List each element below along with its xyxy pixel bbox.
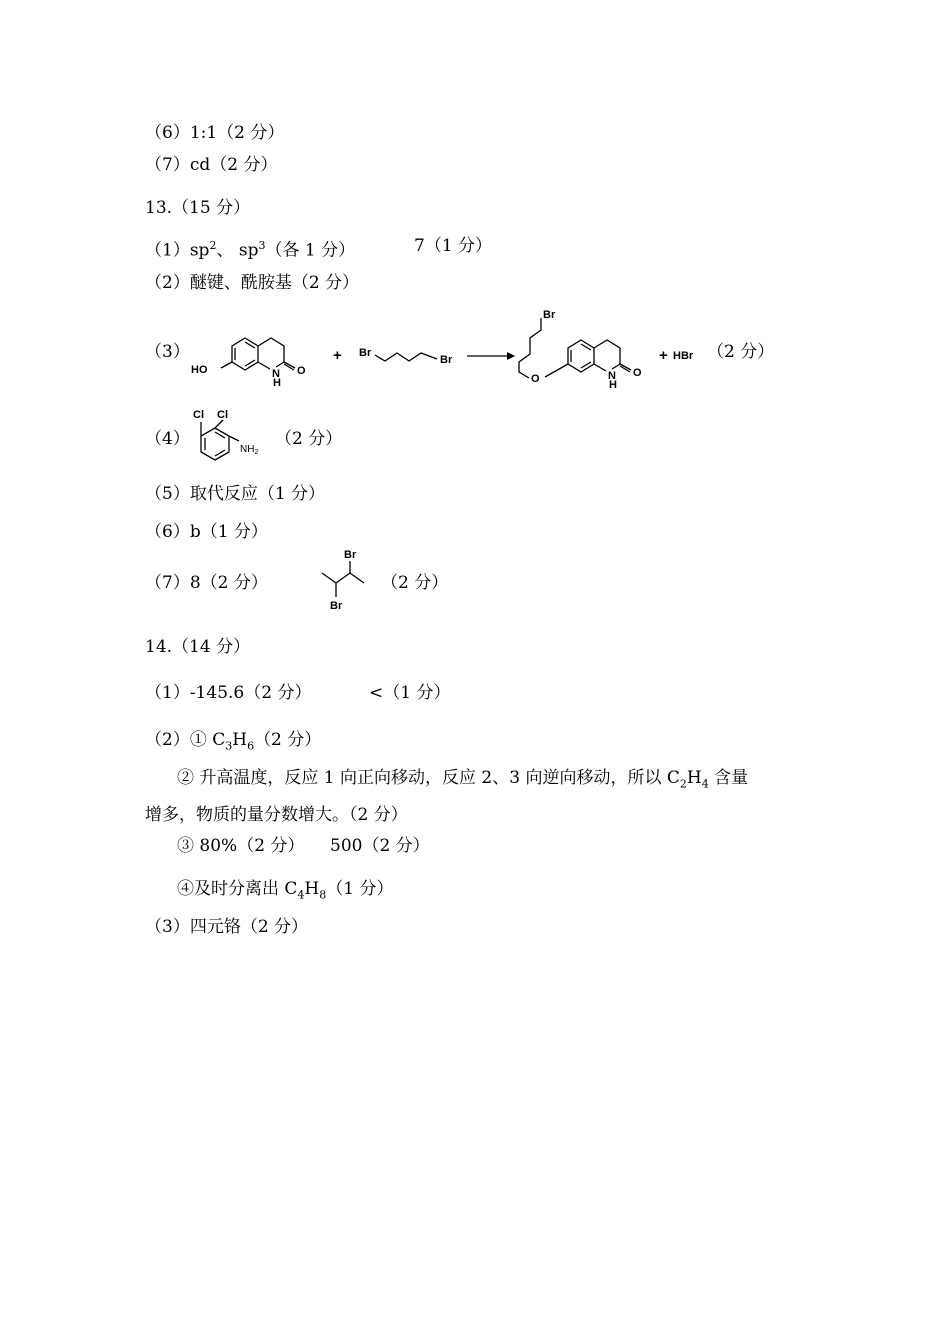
q13-answer-5: （5）取代反应（1 分） xyxy=(145,484,326,504)
q14-answer-2-1-sub-2: 6 xyxy=(247,739,255,753)
q14-answer-2-3-b: 500（2 分） xyxy=(330,836,430,856)
amine-label xyxy=(240,444,258,456)
chlorine-label-2: Cl xyxy=(217,409,228,421)
q13-answer-7: （7）8（2 分） xyxy=(145,573,268,593)
q14-answer-2-4 xyxy=(177,878,393,906)
q14-answer-2-4-text-a: ④及时分离出 C xyxy=(177,879,298,899)
amine-label-sub: 2 xyxy=(254,449,259,456)
q14-answer-2-2 xyxy=(177,767,748,795)
carbonyl-o-label-2: O xyxy=(633,367,642,379)
chlorine-label-1: Cl xyxy=(193,409,204,421)
q14-answer-2-1-text-a: （2）① C xyxy=(145,730,226,750)
q14-answer-2-1-sub-1: 3 xyxy=(225,739,233,753)
q14-answer-2-4-sub-2: 8 xyxy=(319,888,327,902)
amine-label-nh: NH xyxy=(240,444,255,455)
amide-h-label: H xyxy=(273,377,281,389)
hydroxy-label: HO xyxy=(191,364,208,376)
q13-answer-2: （2）醚键、酰胺基（2 分） xyxy=(145,273,360,293)
q14-answer-2-1 xyxy=(145,729,321,757)
q14-answer-1-compare: <（1 分） xyxy=(369,683,451,703)
amide-n-label: N xyxy=(272,368,280,380)
hbr-label: HBr xyxy=(673,350,694,362)
plus-sign-2: + xyxy=(659,347,668,364)
bromine-label-top: Br xyxy=(344,549,357,561)
amide-n-label-2: N xyxy=(608,370,616,382)
q14-answer-2-2-sub-2: 4 xyxy=(701,777,709,791)
bromine-label-1: Br xyxy=(359,347,372,359)
q13-answer-4-score: （2 分） xyxy=(275,429,343,449)
q14-answer-2-2-text-a: ② 升高温度，反应 1 向正向移动，反应 2、3 向逆向移动，所以 C xyxy=(177,768,680,788)
bromine-label-2: Br xyxy=(440,354,453,366)
carbonyl-o-label: O xyxy=(297,365,306,377)
q14-answer-2-4-text-b: H xyxy=(304,879,320,899)
amide-h-label-2: H xyxy=(609,379,617,391)
q14-answer-2-2-text-b: H xyxy=(686,768,702,788)
q13-reaction-scheme xyxy=(185,300,715,410)
q13-answer-1-text-b: 、 sp xyxy=(216,240,259,261)
q13-answer-1-sup-2: 3 xyxy=(258,239,266,252)
q13-answer-6: （6）b（1 分） xyxy=(145,522,268,542)
q13-answer-3-score: （2 分） xyxy=(707,342,775,362)
q13-answer-3-label: （3） xyxy=(145,342,190,362)
bromine-label-bottom: Br xyxy=(330,600,343,612)
plus-sign-1: + xyxy=(333,347,342,364)
q14-answer-1: （1）-145.6（2 分） xyxy=(145,683,312,703)
q13-answer-1-count: 7（1 分） xyxy=(414,236,493,256)
q13-answer-1-sup-1: 2 xyxy=(209,239,217,252)
q13-answer-7-score: （2 分） xyxy=(381,573,449,593)
q13-dichloroaniline-structure xyxy=(185,400,285,475)
bromine-label-3: Br xyxy=(543,309,556,321)
q14-answer-2-4-text-c: （1 分） xyxy=(326,879,394,899)
q13-answer-1-text-c: （各 1 分） xyxy=(265,240,356,261)
q14-answer-2-1-text-c: （2 分） xyxy=(254,730,322,750)
ether-o-label: O xyxy=(531,373,540,385)
q13-dibromobutane-structure xyxy=(310,545,390,620)
q13-header: 13.（15 分） xyxy=(145,198,251,218)
q14-answer-2-2-sub-1: 2 xyxy=(679,777,687,791)
q14-header: 14.（14 分） xyxy=(145,637,251,657)
q14-answer-3: （3）四元铬（2 分） xyxy=(145,917,309,937)
q13-answer-4-label: （4） xyxy=(145,429,190,449)
q14-answer-2-4-sub-1: 4 xyxy=(297,888,305,902)
q14-answer-2-3: ③ 80%（2 分） xyxy=(177,836,305,856)
q14-answer-2-1-text-b: H xyxy=(232,730,248,750)
q13-answer-1 xyxy=(145,235,355,262)
q12-answer-6: （6）1:1（2 分） xyxy=(145,123,285,143)
q14-answer-2-2-continued: 增多，物质的量分数增大。（2 分） xyxy=(145,805,408,825)
q13-answer-1-text-a: （1）sp xyxy=(145,240,210,261)
q12-answer-7: （7）cd（2 分） xyxy=(145,155,278,175)
q14-answer-2-2-text-c: 含量 xyxy=(708,768,749,788)
